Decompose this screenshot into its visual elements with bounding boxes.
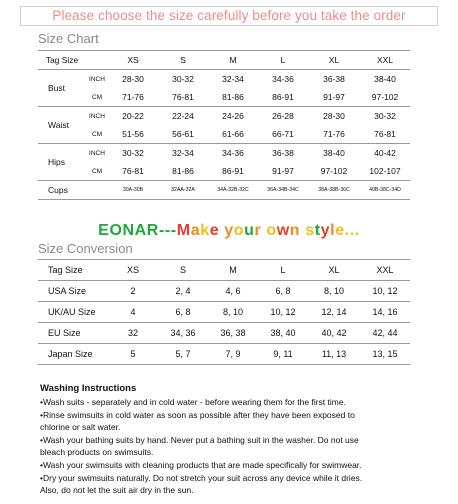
bust-inch-row bbox=[38, 70, 410, 89]
tag-size-header: Tag Size bbox=[38, 260, 108, 281]
conversion-cell: 7, 9 bbox=[208, 344, 258, 365]
cm-label: CM bbox=[86, 88, 108, 107]
hips-inch-cell: 34-36 bbox=[208, 144, 258, 163]
bust-cm-cell: 81-86 bbox=[208, 88, 258, 107]
bust-cm-cell: 97-102 bbox=[360, 88, 410, 107]
row-label: EU Size bbox=[38, 323, 108, 344]
waist-cm-cell: 66-71 bbox=[258, 125, 308, 144]
slogan-segment: o bbox=[261, 222, 277, 239]
waist-cm-cell: 71-76 bbox=[308, 125, 360, 144]
slogan-segment: l bbox=[330, 222, 336, 239]
conversion-cell: 8, 10 bbox=[308, 281, 360, 302]
size-header: XS bbox=[108, 51, 158, 70]
conversion-cell: 2, 4 bbox=[158, 281, 208, 302]
slogan-segment: o bbox=[233, 222, 245, 239]
hips-cm-cell: 91-97 bbox=[258, 162, 308, 181]
conversion-cell: 5 bbox=[108, 344, 158, 365]
hips-inch-cell: 38-40 bbox=[308, 144, 360, 163]
conversion-cell: 34, 36 bbox=[158, 323, 208, 344]
inch-label: INCH bbox=[86, 70, 108, 89]
bust-cm-cell: 71-76 bbox=[108, 88, 158, 107]
conversion-cell: 8, 10 bbox=[208, 302, 258, 323]
cm-label: CM bbox=[86, 162, 108, 181]
waist-cm-cell: 76-81 bbox=[360, 125, 410, 144]
bust-inch-cell: 30-32 bbox=[158, 70, 208, 89]
waist-inch-cell: 26-28 bbox=[258, 107, 308, 126]
slogan-segment: r bbox=[254, 222, 262, 239]
slogan-segment: u bbox=[244, 222, 255, 239]
size-header: XXL bbox=[360, 260, 410, 281]
size-conversion-table bbox=[38, 259, 410, 365]
slogan-segment: t bbox=[314, 222, 321, 239]
hips-inch-cell: 36-38 bbox=[258, 144, 308, 163]
waist-inch-row bbox=[38, 107, 410, 126]
washing-line: chlorine or salt water. bbox=[40, 422, 121, 433]
cups-row bbox=[38, 181, 410, 200]
row-label: UK/AU Size bbox=[38, 302, 108, 323]
cups-label: Cups bbox=[38, 181, 86, 200]
slogan-segment: n bbox=[289, 222, 301, 239]
washing-line: bleach products on swimsuits. bbox=[40, 447, 154, 458]
size-header: S bbox=[158, 260, 208, 281]
conversion-cell: 2 bbox=[108, 281, 158, 302]
washing-line: •Wash your bathing suits by hand. Never put a bathing suit in the washer. Do not use bbox=[40, 434, 359, 445]
conversion-cell: 32 bbox=[108, 323, 158, 344]
waist-inch-cell: 20-22 bbox=[108, 107, 158, 126]
tag-size-header: Tag Size bbox=[38, 51, 86, 70]
slogan-segment: s bbox=[300, 222, 315, 239]
size-header: XS bbox=[108, 260, 158, 281]
conversion-cell: 13, 15 bbox=[360, 344, 410, 365]
hips-cm-cell: 81-86 bbox=[158, 162, 208, 181]
slogan-segment: ... bbox=[344, 222, 360, 239]
conversion-cell: 42, 44 bbox=[360, 323, 410, 344]
size-header: S bbox=[158, 51, 208, 70]
usa-size-row bbox=[38, 281, 410, 302]
bust-cm-row bbox=[38, 88, 410, 107]
conversion-cell: 10, 12 bbox=[360, 281, 410, 302]
size-header: XL bbox=[308, 51, 360, 70]
size-header: M bbox=[208, 260, 258, 281]
hips-cm-row bbox=[38, 162, 410, 181]
inch-label: INCH bbox=[86, 144, 108, 163]
bust-inch-cell: 28-30 bbox=[108, 70, 158, 89]
conversion-cell: 6, 8 bbox=[258, 281, 308, 302]
cups-unit bbox=[86, 181, 108, 200]
slogan-segment: y bbox=[219, 222, 234, 239]
uk-au-size-row bbox=[38, 302, 410, 323]
size-chart-table bbox=[38, 50, 410, 200]
size-header: L bbox=[258, 260, 308, 281]
row-label: USA Size bbox=[38, 281, 108, 302]
waist-cm-cell: 56-61 bbox=[158, 125, 208, 144]
waist-inch-cell: 28-30 bbox=[308, 107, 360, 126]
size-header: M bbox=[208, 51, 258, 70]
conversion-cell: 36, 38 bbox=[208, 323, 258, 344]
conversion-cell: 10, 12 bbox=[258, 302, 308, 323]
waist-inch-cell: 22-24 bbox=[158, 107, 208, 126]
bust-cm-cell: 91-97 bbox=[308, 88, 360, 107]
brand-slogan bbox=[0, 222, 458, 240]
size-header: XXL bbox=[360, 51, 410, 70]
slogan-segment: M bbox=[176, 222, 191, 239]
slogan-segment: e bbox=[335, 222, 345, 239]
cup-cell: 32AA-32A bbox=[158, 181, 208, 200]
bust-cm-cell: 86-91 bbox=[258, 88, 308, 107]
size-warning-banner: Please choose the size carefully before you take the order bbox=[20, 6, 438, 26]
hips-cm-cell: 76-81 bbox=[108, 162, 158, 181]
bust-label: Bust bbox=[38, 70, 86, 107]
conversion-cell: 4 bbox=[108, 302, 158, 323]
hips-label: Hips bbox=[38, 144, 86, 181]
conversion-cell: 12, 14 bbox=[308, 302, 360, 323]
conversion-cell: 6, 8 bbox=[158, 302, 208, 323]
hips-cm-cell: 102-107 bbox=[360, 162, 410, 181]
cup-cell: 30A-30B bbox=[108, 181, 158, 200]
cup-cell: 38A-38B-36C bbox=[308, 181, 360, 200]
waist-cm-cell: 51-56 bbox=[108, 125, 158, 144]
waist-label: Waist bbox=[38, 107, 86, 144]
cup-cell: 36A-34B-34C bbox=[258, 181, 308, 200]
slogan-segment: EONAR--- bbox=[98, 222, 177, 239]
cup-cell: 40B-38C-34D bbox=[360, 181, 410, 200]
waist-cm-cell: 61-66 bbox=[208, 125, 258, 144]
bust-inch-cell: 34-36 bbox=[258, 70, 308, 89]
eu-size-row bbox=[38, 323, 410, 344]
washing-instructions-title: Washing Instructions bbox=[40, 383, 137, 394]
washing-instructions-list bbox=[40, 396, 430, 497]
conversion-header-row bbox=[38, 260, 410, 281]
conversion-cell: 38, 40 bbox=[258, 323, 308, 344]
waist-cm-row bbox=[38, 125, 410, 144]
size-chart-header-row bbox=[38, 51, 410, 70]
conversion-cell: 11, 13 bbox=[308, 344, 360, 365]
washing-line: •Wash your swimsuits with cleaning products that are made specifically for swimwear. bbox=[40, 459, 362, 470]
hips-inch-cell: 30-32 bbox=[108, 144, 158, 163]
conversion-cell: 4, 6 bbox=[208, 281, 258, 302]
washing-line: •Wash suits - separately and in cold water - before wearing them for the first time. bbox=[40, 397, 346, 407]
conversion-cell: 14, 16 bbox=[360, 302, 410, 323]
cm-label: CM bbox=[86, 125, 108, 144]
bust-inch-cell: 36-38 bbox=[308, 70, 360, 89]
slogan-segment: e bbox=[209, 222, 220, 239]
slogan-segment: a bbox=[190, 222, 201, 239]
slogan-segment: w bbox=[276, 222, 290, 239]
waist-inch-cell: 24-26 bbox=[208, 107, 258, 126]
cup-cell: 34A-32B-32C bbox=[208, 181, 258, 200]
hips-inch-cell: 40-42 bbox=[360, 144, 410, 163]
washing-line: •Rinse swimsuits in cold water as soon as possible after they have been exposed to bbox=[40, 409, 355, 420]
size-chart-title: Size Chart bbox=[38, 31, 99, 46]
conversion-cell: 40, 42 bbox=[308, 323, 360, 344]
inch-label: INCH bbox=[86, 107, 108, 126]
slogan-segment: k bbox=[200, 222, 210, 239]
hips-inch-cell: 32-34 bbox=[158, 144, 208, 163]
japan-size-row bbox=[38, 344, 410, 365]
washing-line: Also, do not let the suit air dry in the sun. bbox=[40, 485, 194, 496]
bust-cm-cell: 76-81 bbox=[158, 88, 208, 107]
size-header: XL bbox=[308, 260, 360, 281]
bust-inch-cell: 32-34 bbox=[208, 70, 258, 89]
size-header: L bbox=[258, 51, 308, 70]
hips-cm-cell: 86-91 bbox=[208, 162, 258, 181]
washing-line: •Dry your swimsuits naturally. Do not stretch your suit across any device while it dries. bbox=[40, 472, 363, 483]
size-conversion-title: Size Conversion bbox=[38, 241, 133, 256]
hips-inch-row bbox=[38, 144, 410, 163]
unit-header bbox=[86, 51, 108, 70]
row-label: Japan Size bbox=[38, 344, 108, 365]
hips-cm-cell: 97-102 bbox=[308, 162, 360, 181]
waist-inch-cell: 30-32 bbox=[360, 107, 410, 126]
conversion-cell: 9, 11 bbox=[258, 344, 308, 365]
slogan-segment: y bbox=[320, 222, 331, 239]
bust-inch-cell: 38-40 bbox=[360, 70, 410, 89]
conversion-cell: 5, 7 bbox=[158, 344, 208, 365]
